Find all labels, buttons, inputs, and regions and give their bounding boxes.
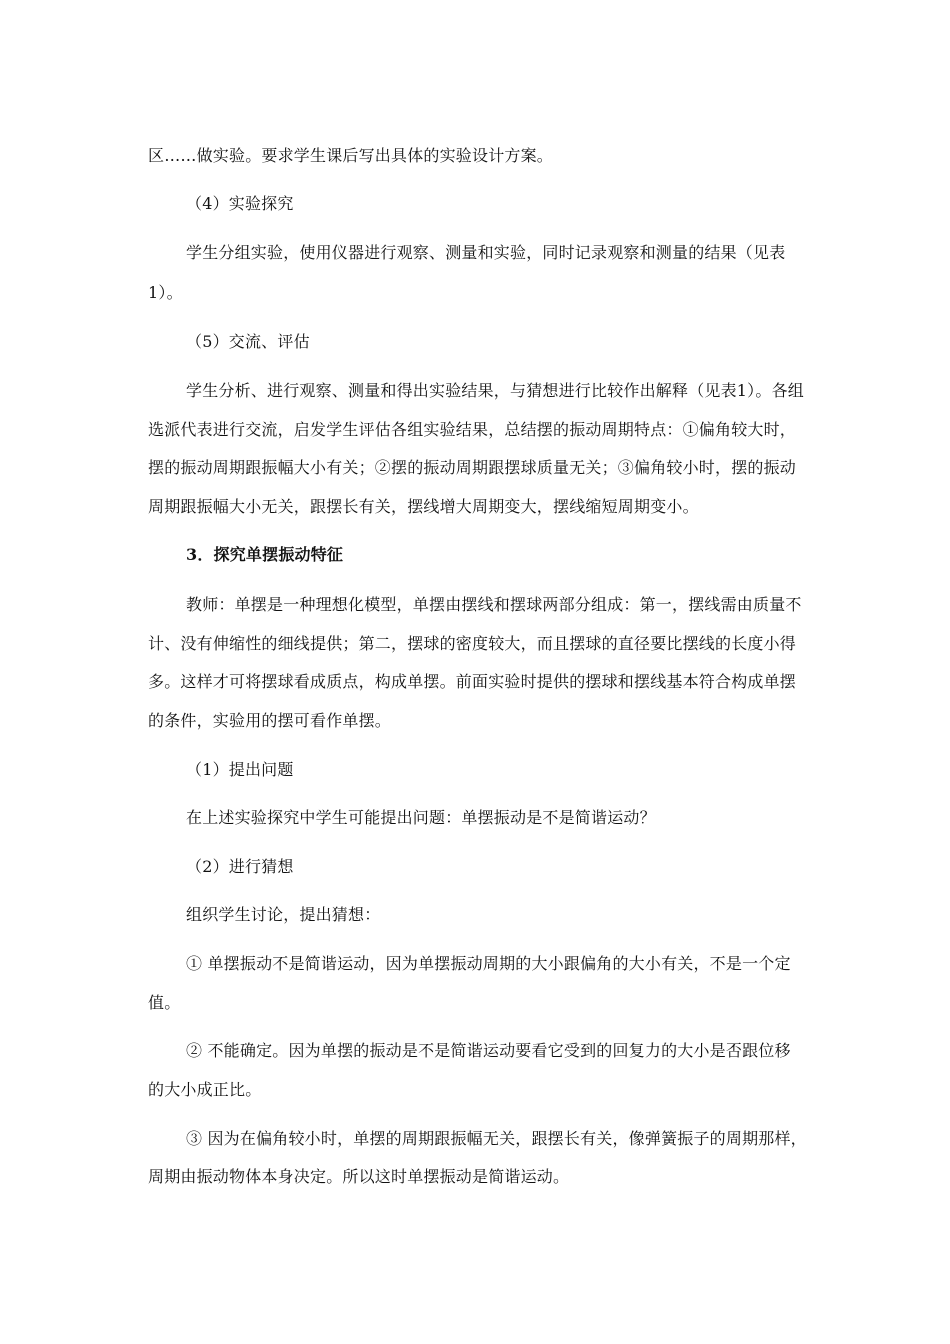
list-item-1: ① 单摆振动不是简谐运动，因为单摆振动周期的大小跟偏角的大小有关，不是一个定 [186,954,791,973]
paragraph-line: 教师：单摆是一种理想化模型，单摆由摆线和摆球两部分组成：第一，摆线需由质量不 [186,595,802,614]
paragraph-line: 组织学生讨论，提出猜想： [186,905,381,924]
section-heading-guess: （2）进行猜想 [186,857,294,876]
list-item-3-cont: 周期由振动物体本身决定。所以这时单摆振动是简谐运动。 [148,1167,570,1186]
paragraph-line: 选派代表进行交流，启发学生评估各组实验结果，总结摆的振动周期特点：①偏角较大时， [148,420,797,439]
section-heading-experiment: （4）实验探究 [186,194,294,213]
paragraph-line: 1）。 [148,283,183,302]
section-heading-exchange: （5）交流、评估 [186,332,310,351]
paragraph-line: 在上述实验探究中学生可能提出问题：单摆振动是不是简谐运动？ [186,808,656,827]
list-item-2-cont: 的大小成正比。 [148,1080,262,1099]
section-title-pendulum: 3．探究单摆振动特征 [186,545,344,564]
list-item-2: ② 不能确定。因为单摆的振动是不是简谐运动要看它受到的回复力的大小是否跟位移 [186,1041,791,1060]
paragraph-line: 学生分析、进行观察、测量和得出实验结果，与猜想进行比较作出解释（见表1）。各组 [186,381,804,400]
paragraph-line: 区……做实验。要求学生课后写出具体的实验设计方案。 [148,146,554,165]
paragraph-line: 摆的振动周期跟振幅大小有关；②摆的振动周期跟摆球质量无关；③偏角较小时，摆的振动 [148,458,797,477]
paragraph-line: 的条件，实验用的摆可看作单摆。 [148,711,392,730]
list-item-3: ③ 因为在偏角较小时，单摆的周期跟振幅无关，跟摆长有关，像弹簧振子的周期那样， [186,1129,807,1148]
section-heading-question: （1）提出问题 [186,760,294,779]
list-item-1-cont: 值。 [148,993,181,1012]
paragraph-line: 学生分组实验，使用仪器进行观察、测量和实验，同时记录观察和测量的结果（见表 [186,243,786,262]
paragraph-line: 计、没有伸缩性的细线提供；第二，摆球的密度较大，而且摆球的直径要比摆线的长度小得 [148,634,797,653]
paragraph-line: 周期跟振幅大小无关，跟摆长有关，摆线增大周期变大，摆线缩短周期变小。 [148,497,699,516]
paragraph-line: 多。这样才可将摆球看成质点，构成单摆。前面实验时提供的摆球和摆线基本符合构成单摆 [148,672,797,691]
